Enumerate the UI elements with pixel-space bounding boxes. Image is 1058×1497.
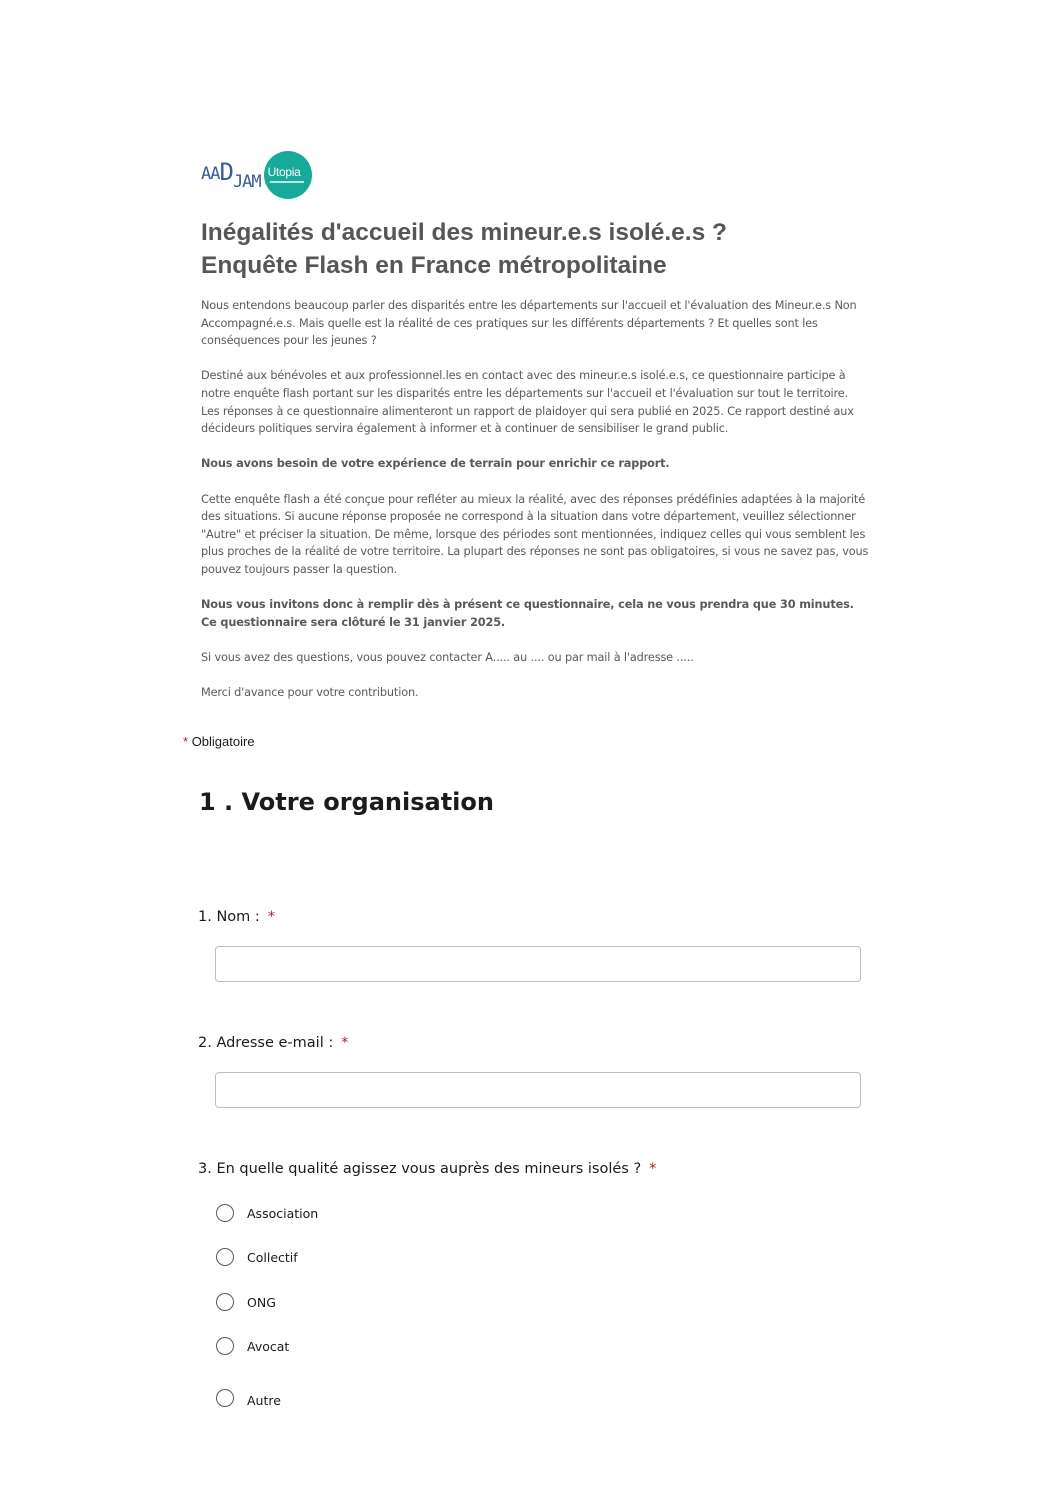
question-email <box>198 1035 348 1051</box>
option-label: Collectif <box>247 1249 298 1265</box>
required-star: * <box>183 734 189 749</box>
question-qualite <box>198 1161 656 1177</box>
form-title <box>201 216 881 282</box>
header-logos <box>201 151 312 199</box>
intro-paragraph-2 <box>201 367 871 437</box>
radio-button[interactable] <box>216 1337 234 1355</box>
intro-paragraph-2b: Les réponses à ce questionnaire alimenteront un rapport de plaidoyer qui sera publié en 2025. Ce rapport destiné aux décideurs politiques servira également à informer et à continuer de sensibiliser le grand public. <box>201 404 854 436</box>
option-label: ONG <box>247 1294 276 1310</box>
required-star: * <box>267 909 276 925</box>
radio-button[interactable] <box>216 1293 234 1311</box>
required-star: * <box>649 1161 657 1177</box>
utopia-logo: Utopia <box>264 151 312 199</box>
intro-paragraph-7: Merci d'avance pour votre contribution. <box>201 686 419 700</box>
intro-paragraph-3: Nous avons besoin de votre expérience de terrain pour enrichir ce rapport. <box>201 457 670 471</box>
required-star: * <box>341 1035 349 1051</box>
option-collectif[interactable] <box>216 1247 298 1267</box>
option-association[interactable] <box>216 1203 318 1223</box>
question-nom <box>198 909 275 925</box>
form-title-line2: Enquête Flash en France métropolitaine <box>201 252 667 279</box>
radio-button[interactable] <box>216 1389 234 1407</box>
email-input[interactable] <box>215 1072 861 1108</box>
question-label: 2. Adresse e-mail : <box>198 1035 334 1051</box>
option-avocat[interactable] <box>216 1336 289 1356</box>
radio-button[interactable] <box>216 1248 234 1266</box>
section-title: 1 . Votre organisation <box>199 788 494 816</box>
required-label: Obligatoire <box>191 734 255 749</box>
intro-paragraph-5b: Ce questionnaire sera clôturé le 31 janvier 2025. <box>201 615 506 629</box>
form-title-line1: Inégalités d'accueil des mineur.e.s isolé.e.s ? <box>201 219 727 246</box>
aadjam-logo: AA D JAM <box>201 157 261 192</box>
option-autre[interactable] <box>216 1388 281 1408</box>
intro-paragraph-5 <box>201 596 871 631</box>
option-ong[interactable] <box>216 1292 276 1312</box>
nom-input[interactable] <box>215 946 861 982</box>
option-label: Autre <box>247 1393 281 1408</box>
intro-paragraph-4: Cette enquête flash a été conçue pour refléter au mieux la réalité, avec des réponses prédéfinies adaptées à la majorité des situations. Si aucune réponse proposée ne correspond à la situation dans votre département, veuillez sélectionner "Autre" et préciser la situation. De même, lorsque des périodes sont mentionnées, indiquez celles qui vous semblent les plus proches de la réalité de votre territoire. La plupart des réponses ne sont pas obligatoires, si vous ne savez pas, vous pouvez toujours passer la question. <box>201 492 869 576</box>
intro-paragraph-5a: Nous vous invitons donc à remplir dès à présent ce questionnaire, cela ne vous prendra que 30 minutes. <box>201 598 854 612</box>
form-description <box>201 297 871 719</box>
option-label: Association <box>247 1205 319 1221</box>
question-label: 1. Nom : <box>198 909 260 925</box>
radio-button[interactable] <box>216 1204 234 1222</box>
option-label: Avocat <box>247 1338 290 1354</box>
intro-paragraph-2a: Destiné aux bénévoles et aux professionnel.les en contact avec des mineur.e.s isolé.e.s, ce questionnaire participe à notre enquête flash portant sur les disparités entre les départements sur l'accueil et l'évaluation sur tout le territoire. <box>201 369 848 400</box>
required-note <box>183 734 255 749</box>
intro-paragraph-1: Nous entendons beaucoup parler des disparités entre les départements sur l'accueil et l'évaluation des Mineur.e.s Non Accompagné.e.s. Mais quelle est la réalité de ces pratiques sur les différents départements ? Et quelles sont les conséquences pour les jeunes ? <box>201 299 857 348</box>
question-label: 3. En quelle qualité agissez vous auprès des mineurs isolés ? <box>198 1161 642 1177</box>
intro-paragraph-6: Si vous avez des questions, vous pouvez contacter A..... au .... ou par mail à l'adresse ..... <box>201 650 694 664</box>
